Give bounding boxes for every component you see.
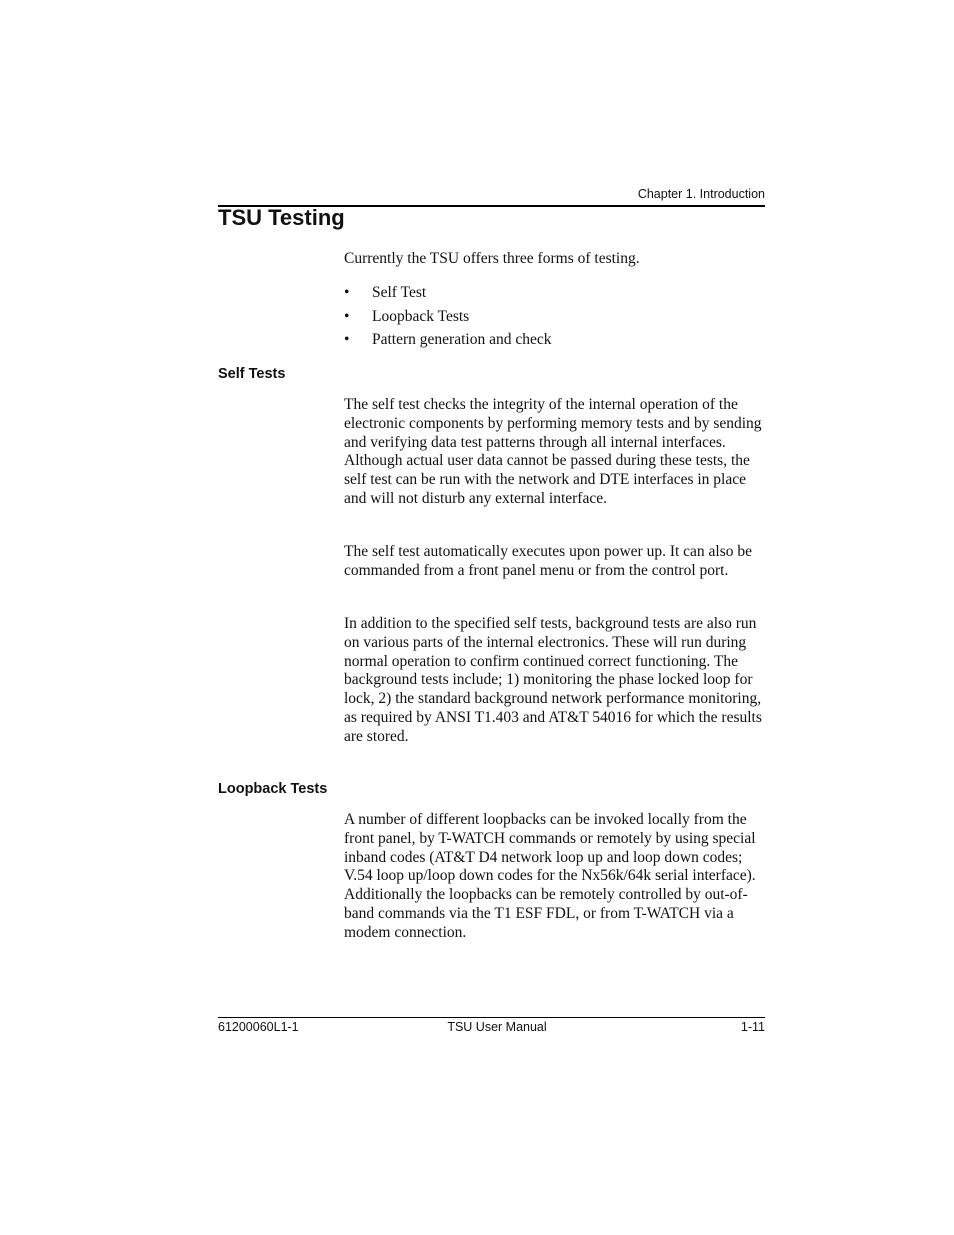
list-item-text: Self Test [372,284,427,301]
testing-forms-list [344,284,765,355]
intro-text: Currently the TSU offers three forms of testing. [344,250,640,267]
paragraph-text: The self test checks the integrity of the internal operation of the electronic components by performing memory tests and by sending and verifying data test patterns through all internal interfaces. Although actual user data cannot be passed during these tests, the self test can be run with the network and DTE interfaces in place and will not disturb any external interface. [344,396,762,507]
intro-paragraph [344,250,765,269]
bullet-icon: • [344,284,350,301]
footer-page-number: 1-11 [740,1020,765,1034]
paragraph-text: A number of different loopbacks can be invoked locally from the front panel, by T-WATCH commands or remotely by using special inband codes (AT&T D4 network loop up and loop down codes; V.54 loop up/loop down codes for the Nx56k/64k serial interface). Additionally the loopbacks can be remotely controlled by out-of-band commands via the T1 ESF FDL, or from T-WATCH via a modem connection. [344,811,756,941]
bullet-icon: • [344,307,350,325]
bullet-icon: • [344,331,350,348]
list-item [344,308,765,332]
page-title: TSU Testing [218,205,345,230]
section-heading-loopback-tests: Loopback Tests [218,781,328,797]
list-item-text: Pattern generation and check [372,331,552,348]
loopback-tests-paragraph [344,811,765,943]
self-tests-paragraph-1 [344,396,765,509]
self-tests-paragraph-3 [344,615,765,747]
section-heading-self-tests: Self Tests [218,366,286,382]
paragraph-text: In addition to the specified self tests, background tests are also run on various parts of the internal electronics. These will run during normal operation to confirm continued correct functioning. The background tests include; 1) monitoring the phase locked loop for lock, 2) the standard background network performance monitoring, as required by ANSI T1.403 and AT&T 54016 for which the results are stored. [344,615,762,745]
self-tests-paragraph-2 [344,543,765,581]
list-item [344,331,765,355]
footer-doc-number: 61200060L1-1 [218,1020,299,1034]
footer-rule [218,1017,765,1018]
paragraph-text: The self test automatically executes upon power up. It can also be commanded from a front panel menu or from the control port. [344,543,753,579]
list-item [344,284,765,308]
running-header-chapter: Chapter 1. Introduction [637,187,765,201]
list-item-text: Loopback Tests [372,307,470,325]
footer-manual-title: TSU User Manual [447,1020,547,1034]
